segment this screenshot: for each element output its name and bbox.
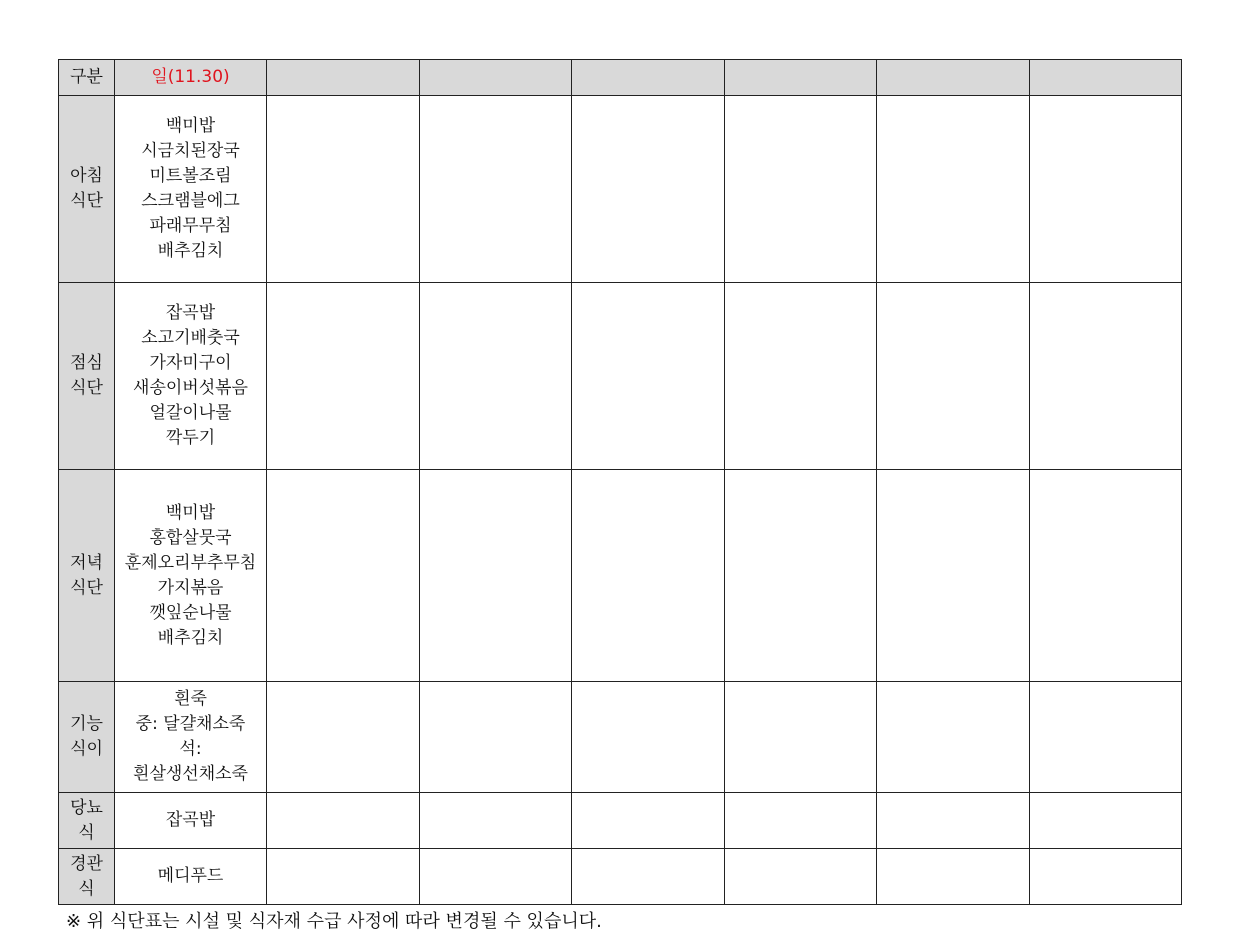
empty-cell: [877, 283, 1030, 470]
menu-item: 메디푸드: [157, 866, 224, 886]
menu-item: 배추김치: [157, 627, 224, 648]
functional-diet-row: [59, 682, 1182, 793]
day-header-empty: [1029, 60, 1182, 96]
breakfast-row: [59, 96, 1182, 283]
empty-cell: [267, 283, 420, 470]
menu-item: 홍합살뭇국: [149, 527, 232, 548]
day-header-empty: [572, 60, 725, 96]
menu-item: 배추김치: [157, 241, 224, 261]
meal-plan-table: [58, 59, 1182, 905]
empty-cell: [877, 682, 1030, 793]
functional-diet-menu: [115, 682, 267, 793]
menu-item: 잡곡밥: [165, 303, 216, 323]
day-header-empty: [267, 60, 420, 96]
menu-item: 백미밥: [165, 116, 216, 136]
label-line: 경관: [70, 853, 103, 874]
empty-cell: [419, 682, 572, 793]
label-line: 식이: [70, 739, 103, 759]
empty-cell: [724, 793, 877, 849]
empty-cell: [724, 470, 877, 682]
empty-cell: [877, 793, 1030, 849]
empty-cell: [1029, 96, 1182, 283]
empty-cell: [1029, 470, 1182, 682]
menu-item: 미트볼조림: [149, 166, 232, 186]
empty-cell: [419, 849, 572, 905]
category-header: 구분: [59, 60, 115, 96]
menu-item: 중: 달걀채소죽: [135, 714, 246, 734]
empty-cell: [572, 96, 725, 283]
label-line: 저녁: [70, 552, 103, 573]
empty-cell: [267, 849, 420, 905]
label-line: 식: [78, 822, 95, 843]
empty-cell: [877, 849, 1030, 905]
dinner-label: [59, 470, 115, 682]
tube-feeding-menu: [115, 849, 267, 905]
empty-cell: [419, 283, 572, 470]
empty-cell: [724, 96, 877, 283]
empty-cell: [572, 849, 725, 905]
empty-cell: [724, 849, 877, 905]
menu-item: 잡곡밥: [165, 810, 216, 830]
empty-cell: [572, 283, 725, 470]
functional-diet-label: [59, 682, 115, 793]
empty-cell: [877, 470, 1030, 682]
empty-cell: [419, 96, 572, 283]
menu-item: 시금치된장국: [141, 141, 240, 161]
menu-item: 소고기배춧국: [141, 328, 240, 348]
empty-cell: [267, 682, 420, 793]
label-line: 식단: [70, 577, 103, 598]
empty-cell: [267, 793, 420, 849]
empty-cell: [267, 470, 420, 682]
header-row: [59, 60, 1182, 96]
empty-cell: [1029, 849, 1182, 905]
empty-cell: [267, 96, 420, 283]
menu-item: 백미밥: [165, 502, 216, 523]
dinner-menu: [115, 470, 267, 682]
menu-item: 깍두기: [165, 428, 216, 448]
label-line: 식: [78, 878, 95, 899]
empty-cell: [572, 793, 725, 849]
label-line: 당뇨: [70, 797, 103, 818]
dinner-row: [59, 470, 1182, 682]
empty-cell: [419, 470, 572, 682]
lunch-menu: [115, 283, 267, 470]
empty-cell: [572, 470, 725, 682]
menu-item: 파래무무침: [149, 216, 232, 236]
diabetic-diet-row: [59, 793, 1182, 849]
empty-cell: [1029, 682, 1182, 793]
label-line: 점심: [70, 353, 103, 373]
label-line: 식단: [70, 378, 103, 398]
label-line: 기능: [70, 714, 103, 734]
menu-item: 석:: [179, 739, 202, 759]
tube-feeding-label: [59, 849, 115, 905]
lunch-row: [59, 283, 1182, 470]
menu-item: 가자미구이: [149, 353, 232, 373]
menu-item: 깻잎순나물: [149, 602, 232, 623]
diabetic-diet-menu: [115, 793, 267, 849]
diabetic-diet-label: [59, 793, 115, 849]
menu-item: 스크램블에그: [141, 191, 240, 211]
menu-item: 새송이버섯볶음: [133, 378, 248, 398]
empty-cell: [724, 283, 877, 470]
empty-cell: [419, 793, 572, 849]
empty-cell: [1029, 793, 1182, 849]
lunch-label: [59, 283, 115, 470]
footnote: ※ 위 식단표는 시설 및 식자재 수급 사정에 따라 변경될 수 있습니다.: [66, 911, 602, 932]
day-header-empty: [724, 60, 877, 96]
empty-cell: [877, 96, 1030, 283]
day-header-sunday: 일(11.30): [115, 60, 267, 96]
empty-cell: [724, 682, 877, 793]
breakfast-menu: [115, 96, 267, 283]
label-line: 식단: [70, 191, 103, 211]
menu-item: 흰살생선채소죽: [133, 764, 248, 784]
menu-item: 훈제오리부추무침: [124, 552, 257, 573]
day-header-empty: [419, 60, 572, 96]
menu-item: 얼갈이나물: [149, 403, 232, 423]
empty-cell: [1029, 283, 1182, 470]
menu-item: 흰죽: [174, 689, 207, 709]
breakfast-label: [59, 96, 115, 283]
label-line: 아침: [70, 166, 103, 186]
tube-feeding-row: [59, 849, 1182, 905]
day-header-empty: [877, 60, 1030, 96]
menu-item: 가지볶음: [157, 577, 224, 598]
empty-cell: [572, 682, 725, 793]
